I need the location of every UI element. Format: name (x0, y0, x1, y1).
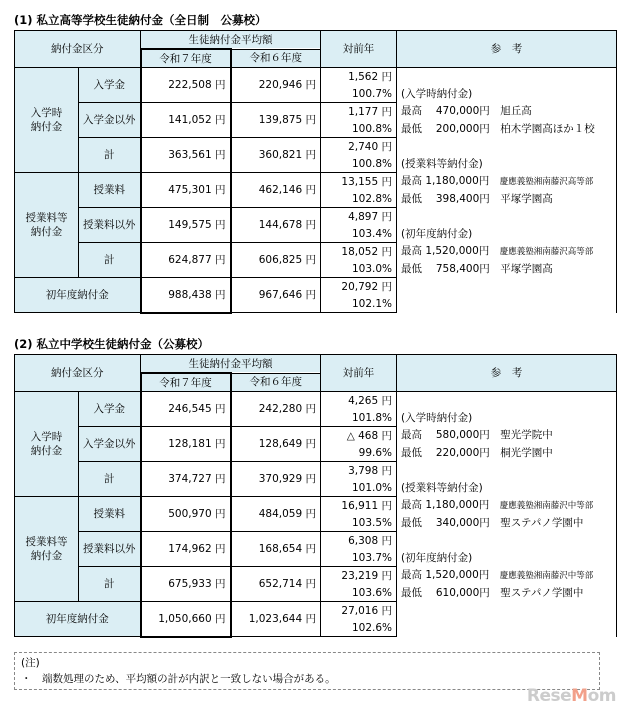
reference-line (397, 602, 617, 620)
header-average: 生徒納付金平均額 (141, 355, 321, 374)
reference-line (397, 68, 617, 86)
junior-high-fee-table (14, 354, 617, 638)
yoy-percent: 103.6% (321, 584, 397, 602)
reference-line (397, 243, 617, 261)
category-label (15, 173, 79, 278)
r7-amount: 475,301 円 (141, 173, 231, 208)
r7-amount: 246,545 円 (141, 392, 231, 427)
r7-amount: 675,933 円 (141, 567, 231, 602)
reference-line (397, 567, 617, 585)
r6-amount: 606,825 円 (231, 243, 321, 278)
category-label-line: 授業料等 (25, 212, 68, 224)
category-label-line: 納付金 (30, 445, 63, 457)
reference-amount: 最高 1,180,000円 (401, 498, 500, 511)
total-r6-amount: 1,023,644 円 (231, 602, 321, 637)
reference-line: (初年度納付金) (397, 225, 617, 243)
subcategory-label: 入学金 (79, 392, 141, 427)
subcategory-label: 授業料以外 (79, 208, 141, 243)
note-item: ・ 端数処理のため、平均額の計が内訳と一致しない場合がある。 (21, 673, 336, 685)
section-title-junior-high: (2) 私立中学校生徒納付金（公募校） (14, 337, 210, 351)
r6-amount: 484,059 円 (231, 497, 321, 532)
r6-amount: 360,821 円 (231, 138, 321, 173)
reference-amount: 最高 1,520,000円 (401, 244, 500, 257)
yoy-percent: 101.0% (321, 479, 397, 497)
header-category: 納付金区分 (15, 355, 141, 392)
yoy-difference: 6,308 円 (321, 532, 397, 550)
header-r6: 令和６年度 (231, 49, 321, 68)
r7-amount: 363,561 円 (141, 138, 231, 173)
category-label (15, 392, 79, 497)
reference-amount: 最高 1,180,000円 (401, 174, 500, 187)
yoy-difference: 18,052 円 (321, 243, 397, 261)
yoy-percent: 101.8% (321, 409, 397, 427)
note-heading: (注) (21, 657, 40, 669)
r7-amount: 141,052 円 (141, 103, 231, 138)
yoy-difference: 2,740 円 (321, 138, 397, 156)
header-r6: 令和６年度 (231, 373, 321, 392)
total-r6-amount: 967,646 円 (231, 278, 321, 313)
r6-amount: 139,875 円 (231, 103, 321, 138)
subcategory-label: 入学金以外 (79, 103, 141, 138)
header-category: 納付金区分 (15, 31, 141, 68)
r6-amount: 128,649 円 (231, 427, 321, 462)
r6-amount: 370,929 円 (231, 462, 321, 497)
yoy-percent: 103.5% (321, 514, 397, 532)
reference-line: 最低 340,000円 聖ステパノ学園中 (397, 514, 617, 532)
total-yoy-percent: 102.6% (321, 619, 397, 637)
yoy-difference: 4,265 円 (321, 392, 397, 410)
yoy-difference: 23,219 円 (321, 567, 397, 585)
yoy-percent: 102.8% (321, 190, 397, 208)
reference-line: 最高 580,000円 聖光学院中 (397, 427, 617, 445)
reference-school: 慶應義塾湘南藤沢高等部 (499, 246, 594, 257)
yoy-percent: 100.7% (321, 85, 397, 103)
category-label-line: 納付金 (30, 121, 63, 133)
r7-amount: 128,181 円 (141, 427, 231, 462)
subcategory-label: 授業料 (79, 173, 141, 208)
reference-line: 最低 398,400円 平塚学園高 (397, 190, 617, 208)
r7-amount: 174,962 円 (141, 532, 231, 567)
total-yoy-difference: 27,016 円 (321, 602, 397, 620)
category-label (15, 68, 79, 173)
header-r7: 令和７年度 (141, 373, 231, 392)
r7-amount: 500,970 円 (141, 497, 231, 532)
total-yoy-difference: 20,792 円 (321, 278, 397, 296)
header-average: 生徒納付金平均額 (141, 31, 321, 50)
reference-school: 慶應義塾湘南藤沢中等部 (499, 500, 594, 511)
r7-amount: 222,508 円 (141, 68, 231, 103)
reference-line (397, 619, 617, 637)
yoy-difference: 13,155 円 (321, 173, 397, 191)
category-label-line: 入学時 (30, 431, 63, 443)
reference-line (397, 208, 617, 226)
header-reference: 参 考 (397, 355, 617, 392)
yoy-difference: 1,177 円 (321, 103, 397, 121)
reference-line: 最低 610,000円 聖ステパノ学園中 (397, 584, 617, 602)
reference-line: (入学時納付金) (397, 85, 617, 103)
yoy-percent: 103.7% (321, 549, 397, 567)
yoy-percent: 103.0% (321, 260, 397, 278)
subcategory-label: 計 (79, 567, 141, 602)
r7-amount: 149,575 円 (141, 208, 231, 243)
reference-line: 最低 220,000円 桐光学園中 (397, 444, 617, 462)
reference-line: 最低 200,000円 柏木学園高ほか１校 (397, 120, 617, 138)
yoy-percent: 100.8% (321, 120, 397, 138)
note-box (14, 652, 600, 690)
yoy-difference: 1,562 円 (321, 68, 397, 86)
subcategory-label: 授業料以外 (79, 532, 141, 567)
r6-amount: 462,146 円 (231, 173, 321, 208)
yoy-percent: 100.8% (321, 155, 397, 173)
total-yoy-percent: 102.1% (321, 295, 397, 313)
category-label (15, 497, 79, 602)
section-title-high-school: (1) 私立高等学校生徒納付金（全日制 公募校） (14, 13, 267, 27)
total-r7-amount: 1,050,660 円 (141, 602, 231, 637)
reference-line (397, 278, 617, 296)
reference-line (397, 462, 617, 480)
subcategory-label: 計 (79, 462, 141, 497)
yoy-difference: 16,911 円 (321, 497, 397, 515)
r6-amount: 242,280 円 (231, 392, 321, 427)
category-label-line: 納付金 (30, 550, 63, 562)
header-yoy: 対前年 (321, 31, 397, 68)
r6-amount: 168,654 円 (231, 532, 321, 567)
subcategory-label: 入学金以外 (79, 427, 141, 462)
yoy-difference: △ 468 円 (321, 427, 397, 445)
reference-school: 慶應義塾湘南藤沢中等部 (499, 570, 594, 581)
yoy-difference: 4,897 円 (321, 208, 397, 226)
reference-line (397, 173, 617, 191)
reference-line: (初年度納付金) (397, 549, 617, 567)
r7-amount: 374,727 円 (141, 462, 231, 497)
subcategory-label: 入学金 (79, 68, 141, 103)
r6-amount: 220,946 円 (231, 68, 321, 103)
category-label-line: 納付金 (30, 226, 63, 238)
r7-amount: 624,877 円 (141, 243, 231, 278)
header-yoy: 対前年 (321, 355, 397, 392)
reference-line: 最高 470,000円 旭丘高 (397, 103, 617, 121)
header-r7: 令和７年度 (141, 49, 231, 68)
yoy-difference: 3,798 円 (321, 462, 397, 480)
r6-amount: 652,714 円 (231, 567, 321, 602)
reference-line: (授業料等納付金) (397, 479, 617, 497)
reference-amount: 最高 1,520,000円 (401, 568, 500, 581)
total-label: 初年度納付金 (15, 602, 141, 637)
total-label: 初年度納付金 (15, 278, 141, 313)
reference-school: 慶應義塾湘南藤沢高等部 (499, 176, 594, 187)
reference-line (397, 497, 617, 515)
subcategory-label: 計 (79, 243, 141, 278)
reference-line (397, 295, 617, 313)
reference-line (397, 532, 617, 550)
yoy-percent: 99.6% (321, 444, 397, 462)
r6-amount: 144,678 円 (231, 208, 321, 243)
subcategory-label: 授業料 (79, 497, 141, 532)
reference-line (397, 138, 617, 156)
reference-line (397, 392, 617, 410)
reference-line: 最低 758,400円 平塚学園高 (397, 260, 617, 278)
category-label-line: 入学時 (30, 107, 63, 119)
reference-line: (入学時納付金) (397, 409, 617, 427)
header-reference: 参 考 (397, 31, 617, 68)
total-r7-amount: 988,438 円 (141, 278, 231, 313)
high-school-fee-table (14, 30, 617, 314)
category-label-line: 授業料等 (25, 536, 68, 548)
resemom-logo: ReseMom (526, 686, 616, 706)
yoy-percent: 103.4% (321, 225, 397, 243)
subcategory-label: 計 (79, 138, 141, 173)
reference-line: (授業料等納付金) (397, 155, 617, 173)
